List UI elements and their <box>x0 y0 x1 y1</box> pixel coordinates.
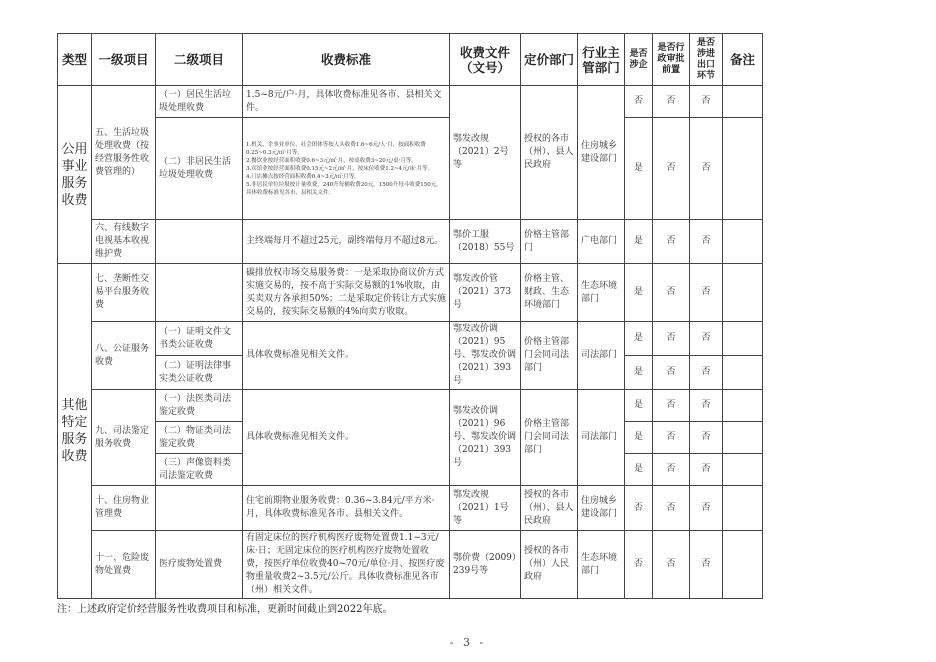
table-row <box>58 220 763 264</box>
standard-line: 1.机关、企事业单位、社会团体等按人头收费1.6~6元/人·月，按面积收费0.25~0.3元/㎡·月等。 <box>246 141 426 156</box>
note-cell <box>723 531 763 599</box>
header-enterprise: 是否涉企 <box>625 34 653 86</box>
level1-item: 十、住房物业管理费 <box>92 486 156 531</box>
fee-document: 鄂价费（2009）239号等 <box>450 531 521 599</box>
approval-flag: 否 <box>653 220 690 264</box>
fee-document: 鄂发改价调（2021）96号、鄂发改价调（2021）393号 <box>450 390 521 486</box>
level2-item <box>156 220 243 264</box>
note-cell <box>723 220 763 264</box>
export-flag: 否 <box>690 86 723 118</box>
pricing-dept: 价格主管部门 <box>521 220 578 264</box>
pricing-dept: 价格主管、财政、生态环境部门 <box>521 264 578 322</box>
fee-document: 鄂发改价调（2021）95号、鄂发改价调（2021）393号 <box>450 322 521 390</box>
fee-document: 鄂价工服（2018）55号 <box>450 220 521 264</box>
standard-line: 4.门店摊点按经营面积收费0.4~3元/㎡·月等。 <box>246 173 360 180</box>
fee-document: 鄂发改规（2021）2号等 <box>450 86 521 220</box>
table-row <box>58 390 763 422</box>
table-row <box>58 118 763 220</box>
export-flag: 否 <box>690 486 723 531</box>
type-public: 公用事业服务收费 <box>58 86 92 264</box>
pricing-dept: 价格主管部门会同司法部门 <box>521 322 578 390</box>
export-flag: 否 <box>690 322 723 356</box>
approval-flag: 否 <box>653 390 690 422</box>
note-cell <box>723 118 763 220</box>
note-cell <box>723 390 763 422</box>
note-cell <box>723 86 763 118</box>
enterprise-flag: 是 <box>625 454 653 486</box>
pricing-dept: 授权的各市（州）、县人民政府 <box>521 486 578 531</box>
fee-standard-list <box>243 118 450 220</box>
approval-flag: 否 <box>653 264 690 322</box>
fee-document: 鄂发改价管（2021）373号 <box>450 264 521 322</box>
note-cell <box>723 486 763 531</box>
pricing-dept: 授权的各市（州）人民政府 <box>521 531 578 599</box>
fee-standard: 住宅前期物业服务收费：0.36~3.84元/平方米·月，具体收费标准见各市、县相关文件。 <box>243 486 450 531</box>
enterprise-flag: 否 <box>625 86 653 118</box>
industry-dept: 生态环境部门 <box>578 264 625 322</box>
note-cell <box>723 264 763 322</box>
export-flag: 否 <box>690 356 723 390</box>
export-flag: 否 <box>690 220 723 264</box>
table-row <box>58 86 763 118</box>
fee-standard: 1.5~8元/户·月，具体收费标准见各市、县相关文件。 <box>243 86 450 118</box>
header-approval: 是否行政审批前置 <box>653 34 690 86</box>
enterprise-flag: 是 <box>625 356 653 390</box>
export-flag: 否 <box>690 531 723 599</box>
level1-item: 十一、危险废物处置费 <box>92 531 156 599</box>
table-row <box>58 264 763 322</box>
enterprise-flag: 是 <box>625 390 653 422</box>
table-row <box>58 322 763 356</box>
export-flag: 否 <box>690 422 723 454</box>
fee-standard: 碳排放权市场交易服务费：一是采取协商议价方式实施交易的，按不高于实际交易额的1%收取，由买卖双方各承担50%；二是采取定价转让方式实施交易的，按实际交易额的4%向卖方收取。 <box>243 264 450 322</box>
header-row <box>58 34 763 86</box>
header-doc: 收费文件（文号） <box>450 34 521 86</box>
approval-flag: 否 <box>653 531 690 599</box>
note-cell <box>723 454 763 486</box>
export-flag: 否 <box>690 118 723 220</box>
fee-standard: 具体收费标准见相关文件。 <box>243 322 450 390</box>
approval-flag: 否 <box>653 422 690 454</box>
header-type: 类型 <box>58 34 92 86</box>
fee-standard: 主终端每月不超过25元，副终端每月不超过8元。 <box>243 220 450 264</box>
page-number: - 3 - <box>449 636 487 649</box>
footnote: 注：上述政府定价经营服务性收费项目和标准，更新时间截止到2022年底。 <box>57 604 393 615</box>
approval-flag: 否 <box>653 322 690 356</box>
level2-item: （一）证明文件文书类公证收费 <box>156 322 243 356</box>
enterprise-flag: 是 <box>625 322 653 356</box>
industry-dept: 司法部门 <box>578 390 625 486</box>
enterprise-flag: 否 <box>625 531 653 599</box>
note-cell <box>723 422 763 454</box>
table-row <box>58 531 763 599</box>
level1-item: 九、司法鉴定服务收费 <box>92 390 156 486</box>
level2-item: （一）法医类司法鉴定收费 <box>156 390 243 422</box>
level2-item: （二）物证类司法鉴定收费 <box>156 422 243 454</box>
level2-item <box>156 264 243 322</box>
export-flag: 否 <box>690 264 723 322</box>
approval-flag: 否 <box>653 118 690 220</box>
enterprise-flag: 是 <box>625 118 653 220</box>
pricing-dept: 价格主管部门会同司法部门 <box>521 390 578 486</box>
level1-item: 五、生活垃圾处理收费（按经营服务性收费管理的） <box>92 86 156 220</box>
approval-flag: 否 <box>653 356 690 390</box>
header-level2: 二级项目 <box>156 34 243 86</box>
export-flag: 否 <box>690 390 723 422</box>
level1-item: 八、公证服务收费 <box>92 322 156 390</box>
level2-item: 医疗废物处置费 <box>156 531 243 599</box>
enterprise-flag: 是 <box>625 422 653 454</box>
industry-dept: 住房城乡建设部门 <box>578 86 625 220</box>
standard-line: 2.餐饮业按经营面积收费0.6~3元/㎡·月，按桌收费3~20元/桌·月等。 <box>246 157 417 164</box>
approval-flag: 否 <box>653 486 690 531</box>
export-flag: 否 <box>690 454 723 486</box>
standard-line: 具体收费标准见各市、县相关文件。 <box>246 189 335 196</box>
fee-table <box>57 33 763 599</box>
standard-line: 5.非居民单位垃圾按计量收费，240升每桶收费20元，1500升每斗收费150元。 <box>246 181 442 188</box>
level1-item: 七、垄断性交易平台服务收费 <box>92 264 156 322</box>
fee-standard: 有固定床位的医疗机构医疗废物处置费1.1~3元/床·日；无固定床位的医疗机构医疗废物处置收费，按医疗单位收费40~70元/单位·月、按医疗废物重量收费2~3.5元/公斤。具体收费标准见各市（州）相关文件。 <box>243 531 450 599</box>
industry-dept: 生态环境部门 <box>578 531 625 599</box>
enterprise-flag: 是 <box>625 220 653 264</box>
level2-item: （三）声像资料类司法鉴定收费 <box>156 454 243 486</box>
industry-dept: 司法部门 <box>578 322 625 390</box>
approval-flag: 否 <box>653 86 690 118</box>
note-cell <box>723 356 763 390</box>
industry-dept: 住房城乡建设部门 <box>578 486 625 531</box>
enterprise-flag: 是 <box>625 264 653 322</box>
header-industry: 行业主管部门 <box>578 34 625 86</box>
table-row <box>58 486 763 531</box>
industry-dept: 广电部门 <box>578 220 625 264</box>
approval-flag: 否 <box>653 454 690 486</box>
level2-item: （一）居民生活垃圾处理收费 <box>156 86 243 118</box>
header-dept: 定价部门 <box>521 34 578 86</box>
note-cell <box>723 322 763 356</box>
enterprise-flag: 否 <box>625 486 653 531</box>
standard-line: 3.宾馆业按经营面积收费0.15元~2元/㎡·月，按床位收费1.2~4元/床·月等。 <box>246 165 434 172</box>
level1-item: 六、有线数字电视基本收视维护费 <box>92 220 156 264</box>
fee-document: 鄂发改规（2021）1号等 <box>450 486 521 531</box>
level2-item <box>156 486 243 531</box>
level2-item: （二）非居民生活垃圾处理收费 <box>156 118 243 220</box>
level2-item: （二）证明法律事实类公证收费 <box>156 356 243 390</box>
header-export: 是否涉进出口环节 <box>690 34 723 86</box>
header-level1: 一级项目 <box>92 34 156 86</box>
header-note: 备注 <box>723 34 763 86</box>
pricing-dept: 授权的各市（州）、县人民政府 <box>521 86 578 220</box>
fee-standard: 具体收费标准见相关文件。 <box>243 390 450 486</box>
type-special: 其他特定服务收费 <box>58 264 92 599</box>
header-standard: 收费标准 <box>243 34 450 86</box>
